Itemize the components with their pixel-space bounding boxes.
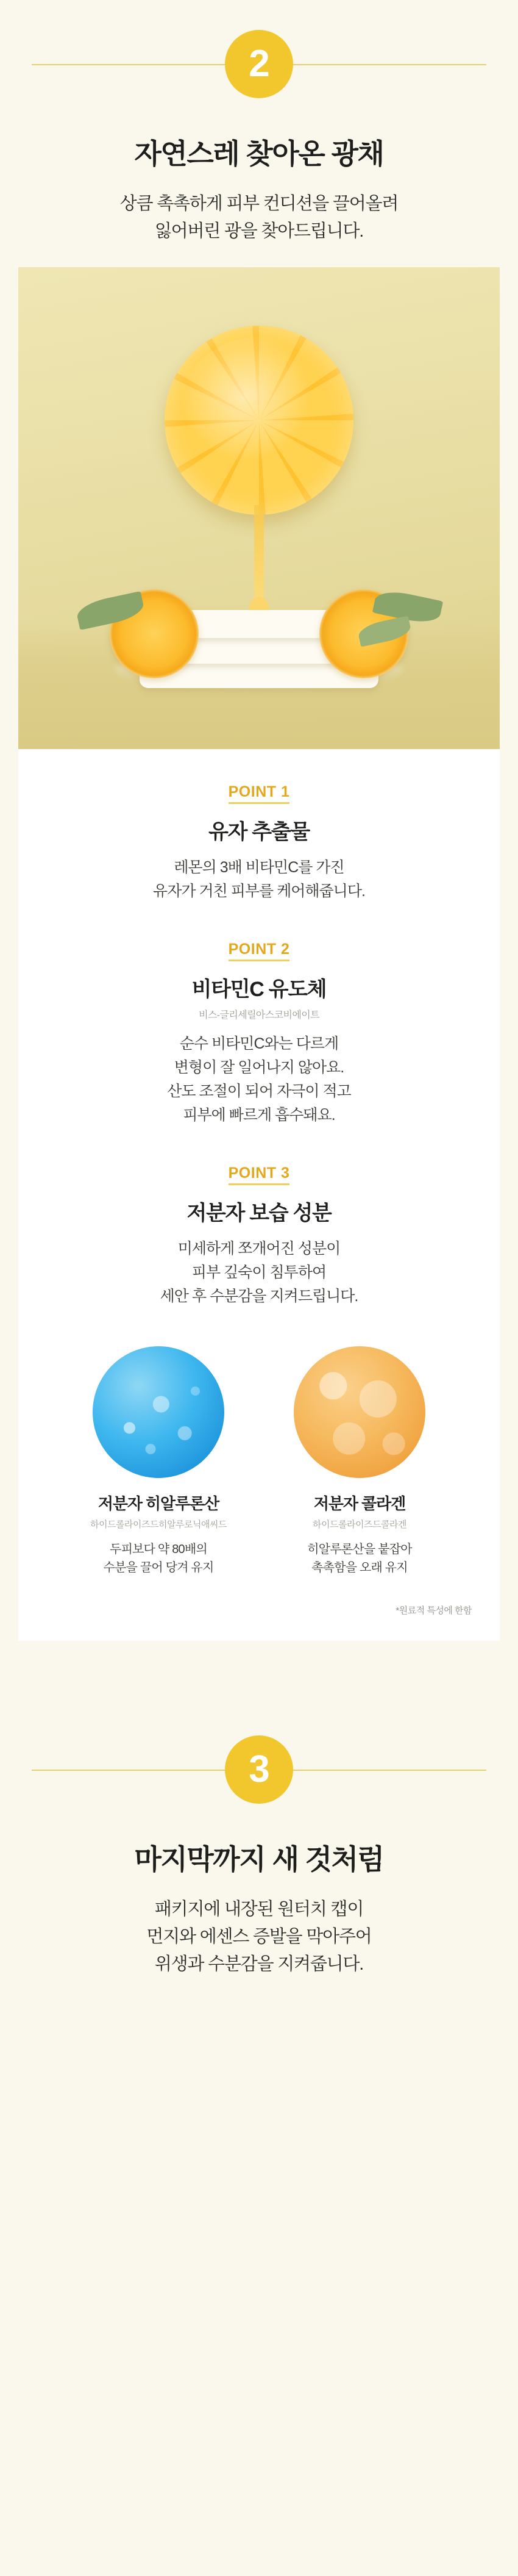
ingredient-1-title: 저분자 히알루론산 — [98, 1494, 219, 1513]
ingredient-2-title: 저분자 콜라겐 — [313, 1494, 406, 1513]
point-1-body — [18, 856, 500, 903]
point-1-body-line-2: 유자가 거친 피부를 케어해줍니다. — [153, 882, 365, 900]
section-3-badge-row — [0, 1706, 518, 1834]
step-badge-3: 3 — [225, 1735, 293, 1804]
ingredient-2-desc-line-2: 촉촉함을 오래 유지 — [311, 1560, 408, 1574]
section-3-subhead-line-1: 패키지에 내장된 원터치 캡이 — [154, 1899, 364, 1919]
point-3-body — [18, 1237, 500, 1308]
point-1-label: POINT 1 — [229, 783, 290, 804]
ingredient-1-desc — [79, 1540, 238, 1577]
point-3-title: 저분자 보습 성분 — [186, 1202, 332, 1225]
section-3-subhead — [0, 1896, 518, 2000]
points-card — [18, 749, 500, 1641]
ingredient-1-desc-line-2: 수분을 끌어 당겨 유지 — [103, 1560, 214, 1574]
point-3-label: POINT 3 — [229, 1164, 290, 1185]
point-2-body-line-4: 피부에 빠르게 흡수돼요. — [183, 1106, 335, 1124]
point-2-subtitle: 비스-글리세릴아스코비에이트 — [199, 1010, 319, 1021]
section-2-subhead — [0, 190, 518, 267]
point-block-2 — [18, 941, 500, 1127]
point-2-body-line-2: 변형이 잘 일어나지 않아요. — [174, 1059, 344, 1077]
point-2-title: 비타민C 유도체 — [191, 978, 327, 1002]
point-2-body-line-1: 순수 비타민C와는 다르게 — [179, 1035, 339, 1053]
point-1-body-line-1: 레몬의 3배 비타민C를 가진 — [174, 858, 344, 876]
ingredient-duo — [18, 1346, 500, 1577]
amber-oil-circle-icon — [294, 1346, 425, 1478]
ingredient-2-subtitle: 하이드롤라이즈드콜라겐 — [313, 1519, 406, 1530]
point-3-body-line-3: 세안 후 수분감을 지켜드립니다. — [160, 1287, 358, 1305]
ingredient-footnote: *원료적 특성에 한함 — [396, 1605, 472, 1616]
hero-image-lemon-cotton-pads — [18, 267, 500, 749]
section-3 — [0, 1706, 518, 2006]
section-2-headline: 자연스레 찾아온 광채 — [134, 138, 384, 170]
section-2-subhead-line-1: 상큼 촉촉하게 피부 컨디션을 끌어올려 — [119, 194, 399, 213]
section-gap — [0, 1647, 518, 1706]
lemon-slice-large-icon — [165, 326, 353, 515]
step-badge-2: 2 — [225, 30, 293, 98]
ingredient-1-subtitle: 하이드롤라이즈드히알루로닉애씨드 — [90, 1519, 227, 1530]
section-2-subhead-line-2: 잃어버린 광을 찾아드립니다. — [154, 221, 364, 241]
point-3-body-line-1: 미세하게 쪼개어진 성분이 — [177, 1240, 341, 1258]
ingredient-hyaluronic — [79, 1346, 238, 1577]
ingredient-2-desc-line-1: 히알루론산을 붙잡아 — [307, 1542, 412, 1556]
point-3-body-line-2: 피부 깊숙이 침투하여 — [191, 1264, 327, 1282]
point-1-title: 유자 추출물 — [208, 820, 310, 844]
point-block-3 — [18, 1164, 500, 1308]
point-2-body — [18, 1032, 500, 1127]
ingredient-2-desc — [280, 1540, 439, 1577]
honey-drip — [254, 505, 264, 603]
section-3-subhead-line-3: 위생과 수분감을 지켜줍니다. — [154, 1954, 364, 1974]
point-2-body-line-3: 산도 조절이 되어 자극이 적고 — [167, 1082, 351, 1100]
point-block-1 — [18, 783, 500, 903]
point-2-label: POINT 2 — [229, 941, 290, 961]
ingredient-collagen — [280, 1346, 439, 1577]
section-2-badge-row — [0, 0, 518, 128]
section-3-subhead-line-2: 먼지와 에센스 증발을 막아주어 — [146, 1926, 372, 1946]
ingredient-1-desc-line-1: 두피보다 약 80배의 — [110, 1542, 207, 1556]
section-3-headline: 마지막까지 새 것처럼 — [134, 1843, 384, 1875]
blue-gel-circle-icon — [93, 1346, 224, 1478]
